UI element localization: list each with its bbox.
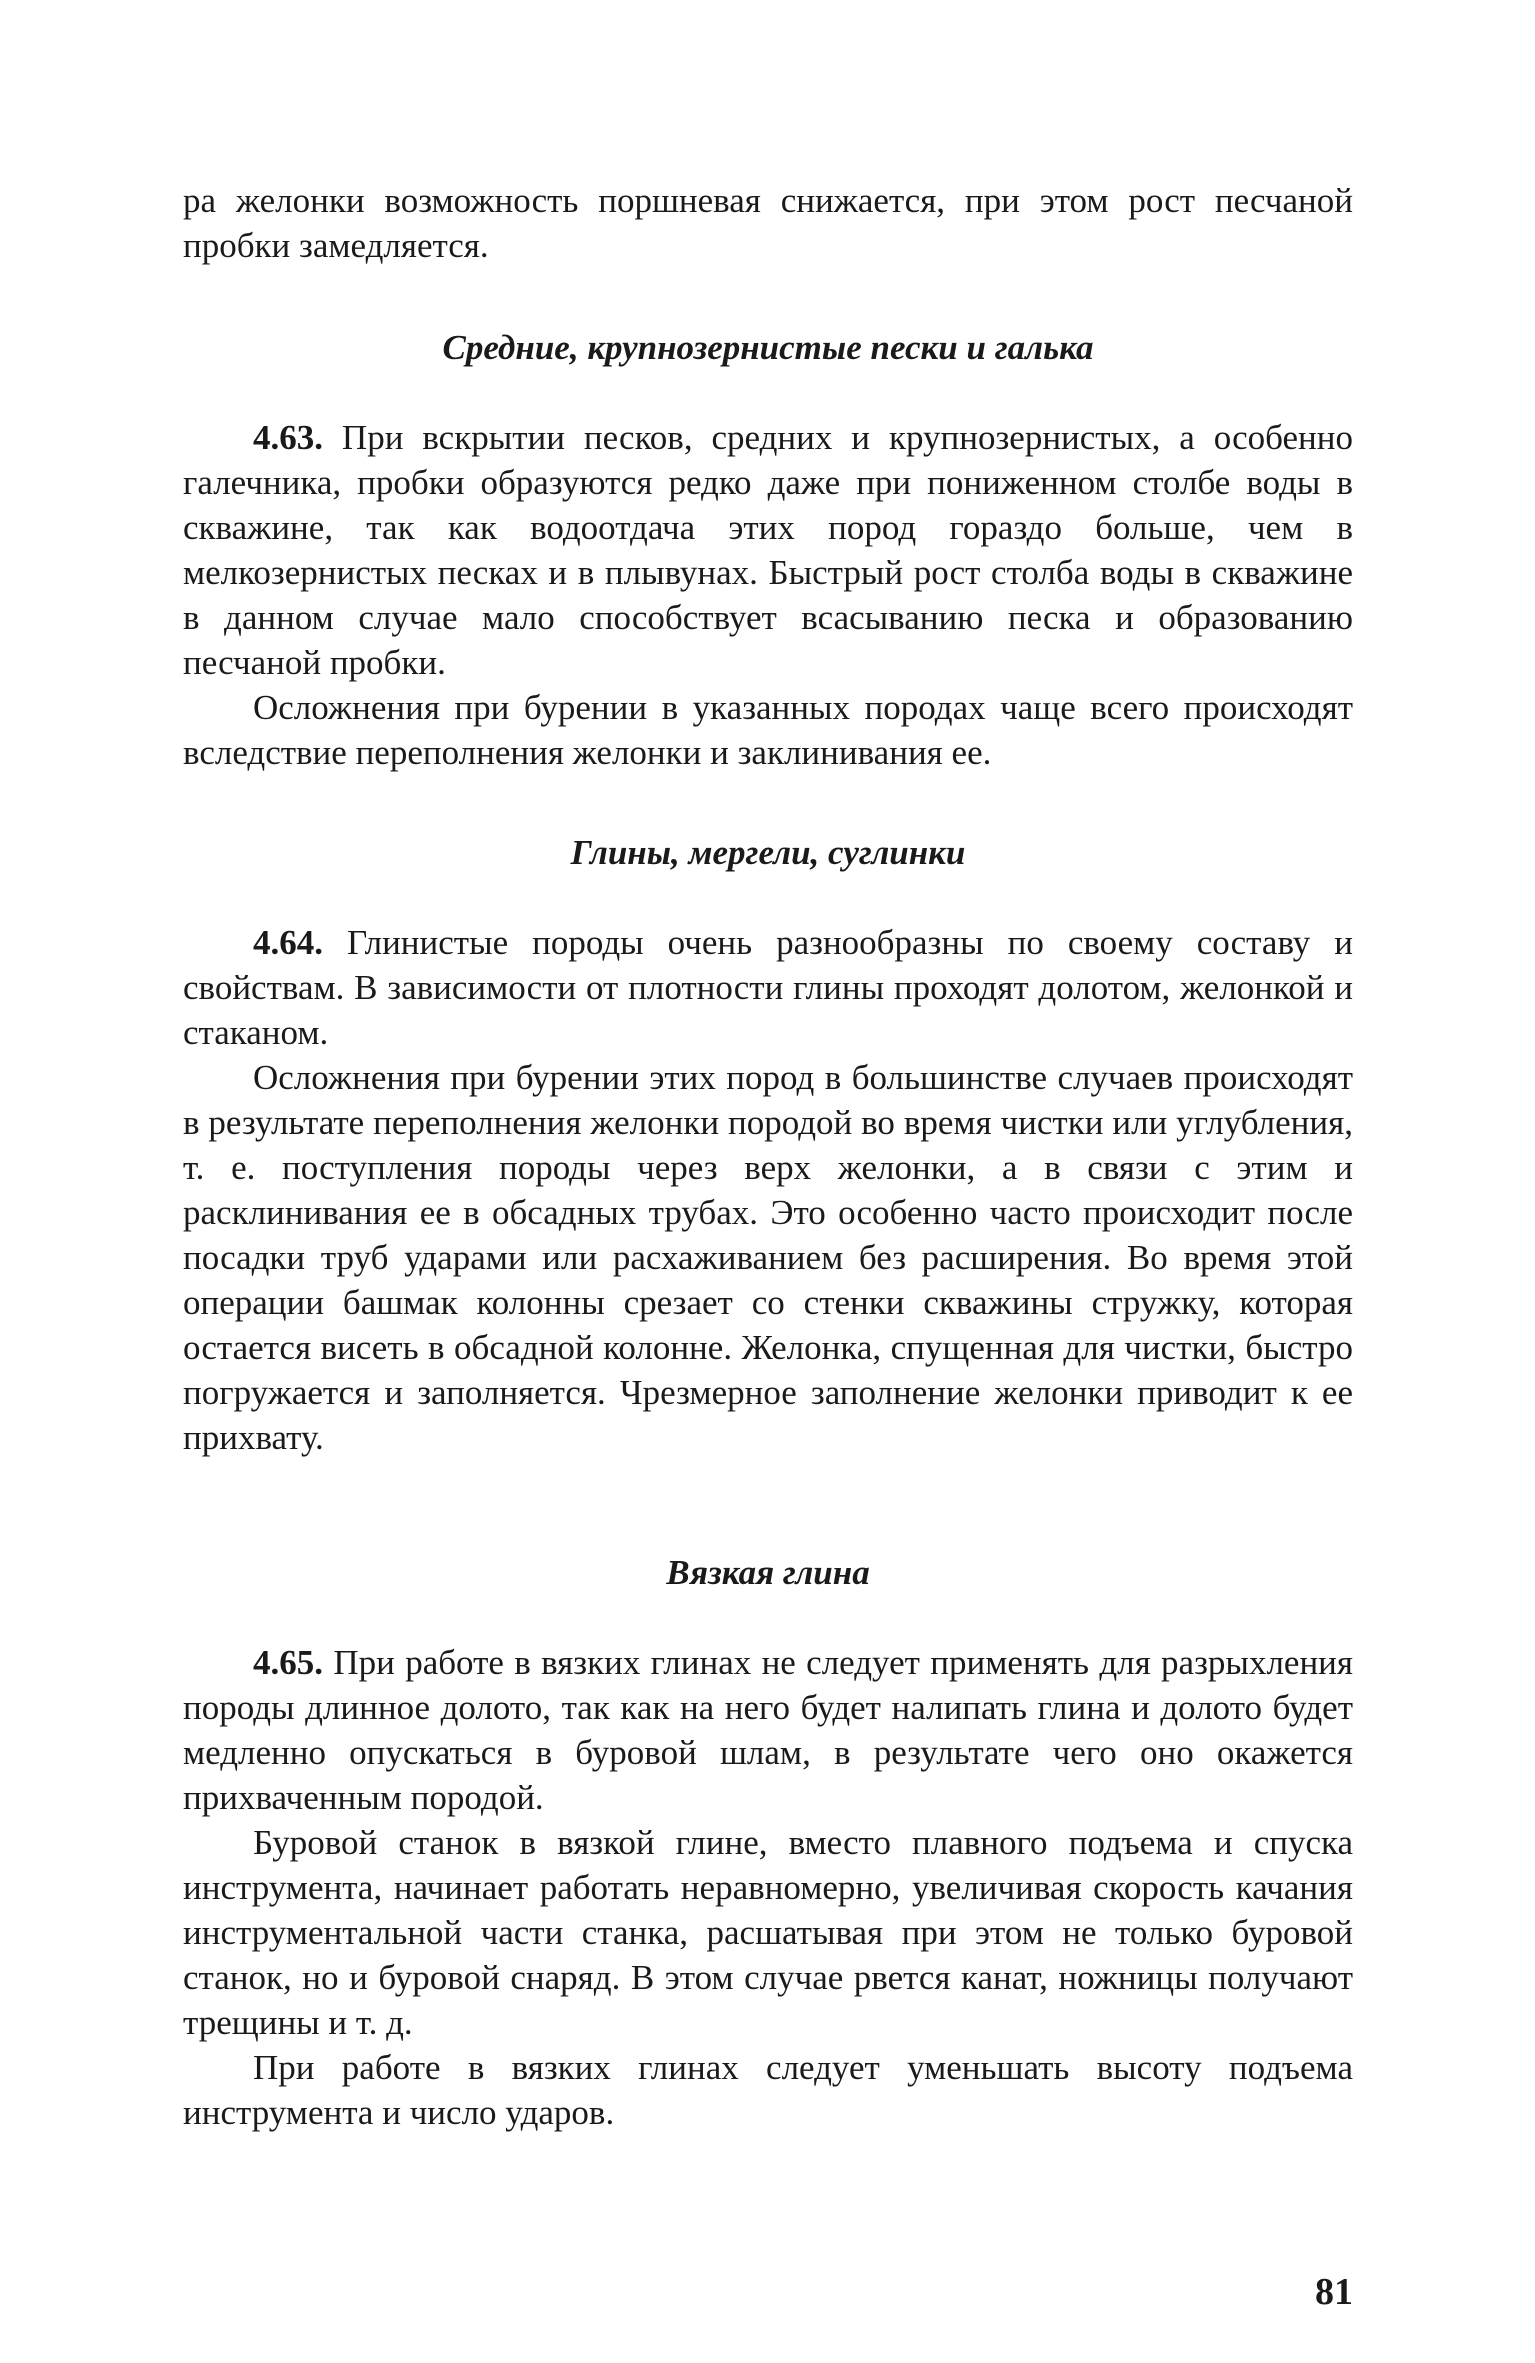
page-number: 81: [1315, 2271, 1353, 2313]
paragraph-4-65: 4.65. При работе в вязких глинах не следует применять для разрыхления породы длинное долото, так как на него будет налипать глина и долото будет медленно опускаться в буровой шлам, в результате чего оно окажется прихваченным породой.: [183, 1643, 1353, 1817]
section-heading-clays: Глины, мергели, суглинки: [570, 833, 966, 872]
paragraph-4-63: 4.63. При вскрытии песков, средних и крупнозернистых, а особенно галечника, пробки образуются редко даже при пониженном столбе воды в скважине, так как водоотдача этих пород гораздо больше, чем в мелкозернистых песках и в плывунах. Быстрый рост столба воды в скважине в данном случае мало способствует всасыванию песка и образованию песчаной пробки.: [183, 418, 1353, 682]
section-heading-sands: Средние, крупнозернистые пески и галька: [442, 328, 1094, 367]
paragraph-clays-complications: Осложнения при бурении этих пород в большинстве случаев происходят в результате переполнения желонки породой во время чистки или углубления, т. е. поступления породы через верх желонки, а в связи с этим и расклинивания ее в обсадных трубах. Это особенно часто происходит после посадки труб ударами или расхаживанием без расширения. Во время этой операции башмак колонны срезает со стенки скважины стружку, которая остается висеть в обсадной колонне. Желонка, спущенная для чистки, быстро погружается и заполняется. Чрезмерное заполнение желонки приводит к ее прихвату.: [183, 1058, 1353, 1457]
paragraph-sands-complications: Осложнения при бурении в указанных породах чаще всего происходят вследствие переполнения желонки и заклинивания ее.: [183, 688, 1353, 772]
paragraph-drilling-rig: Буровой станок в вязкой глине, вместо плавного подъема и спуска инструмента, начинает работать неравномерно, увеличивая скорость качания инструментальной части станка, расшатывая при этом не только буровой станок, но и буровой снаряд. В этом случае рвется канат, ножницы получают трещины и т. д.: [183, 1823, 1353, 2042]
section-heading-viscous-clay: Вязкая глина: [666, 1553, 870, 1592]
continuation-paragraph: ра желонки возможность поршневая снижается, при этом рост песчаной пробки замедляется.: [183, 181, 1353, 265]
paragraph-4-64: 4.64. Глинистые породы очень разнообразны по своему составу и свойствам. В зависимости от плотности глины проходят долотом, желонкой и стаканом.: [183, 923, 1353, 1052]
paragraph-recommendation: При работе в вязких глинах следует уменьшать высоту подъема инструмента и число ударов.: [183, 2048, 1353, 2132]
paragraph-number: 4.65.: [253, 1643, 323, 1682]
paragraph-number: 4.64.: [253, 923, 323, 962]
paragraph-number: 4.63.: [253, 418, 323, 457]
